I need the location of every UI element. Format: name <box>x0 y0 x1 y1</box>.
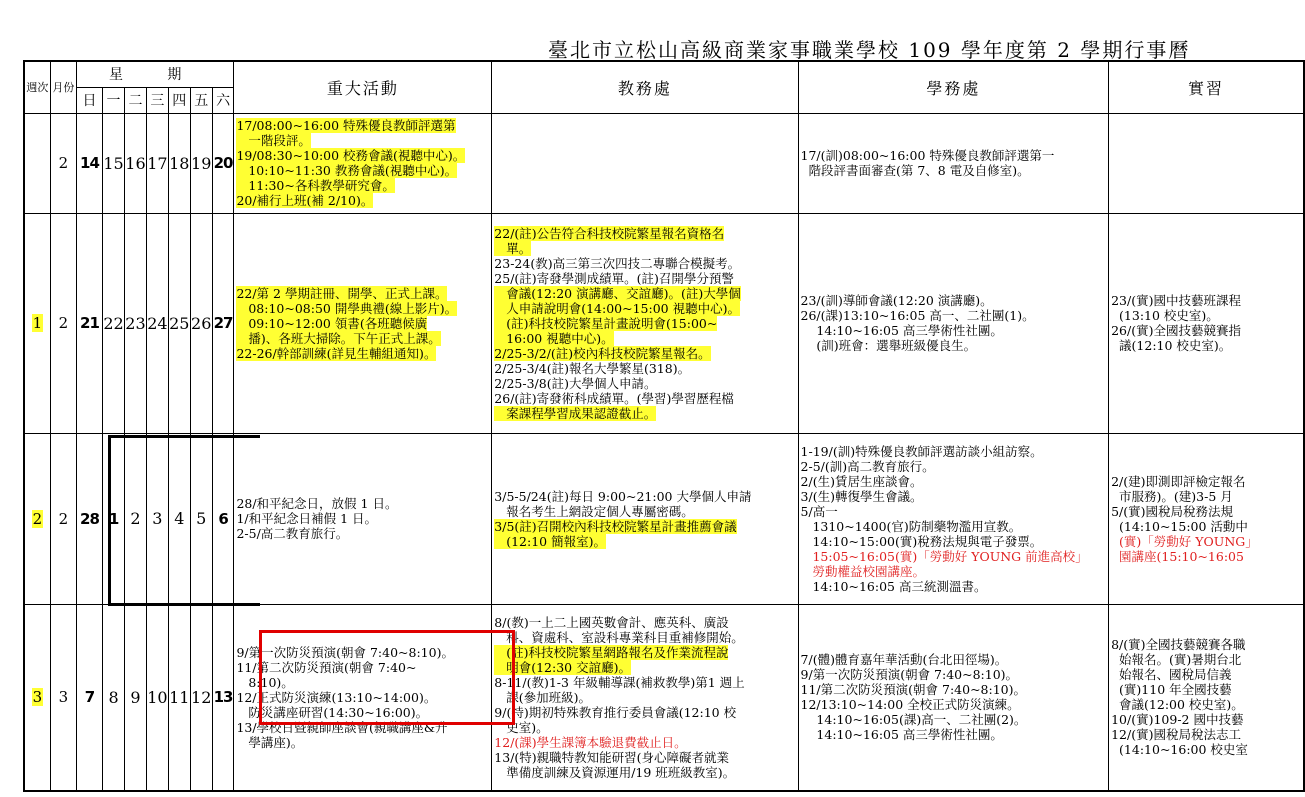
entry-line: 22-26/幹部訓練(詳見生輔組通知)。 <box>236 345 437 361</box>
header-month-label: 月份 <box>52 80 75 94</box>
entry-line: 26/(課)13:10~16:05 高一、二社團(1)。 <box>800 308 1035 323</box>
entry-line: 學講座)。 <box>236 734 304 750</box>
entry-line: 3/(生)轉復學生會議。 <box>800 488 923 504</box>
header-academic: 教務處 <box>492 61 798 113</box>
entry-line: 12/(課)學生課簿本驗退費截止日。 <box>494 734 687 750</box>
date-cell: 13 <box>212 604 234 791</box>
entry-line: 11/第二次防災預演(朝會 7:40~ <box>236 659 417 675</box>
entry-line: 一階段評。 <box>236 133 311 148</box>
entry-line: 17/08:00~16:00 特殊優良教師評選第 <box>236 118 456 133</box>
entry-line: 播)、各班大掃除。下午正式上課。 <box>236 330 441 346</box>
week-number <box>24 213 50 433</box>
entry-line: 25/(註)寄發學測成績單。(註)召開學分預警 <box>494 270 734 286</box>
entry-line: 09:10~12:00 領書(各班聽候廣 <box>236 315 428 331</box>
student-cell <box>798 433 1109 604</box>
date-cell: 27 <box>212 213 234 433</box>
entry-line: 2/(生)賃居生座談會。 <box>800 473 923 489</box>
academic-cell <box>492 113 798 213</box>
entry-line: 始報名、國稅局信義 <box>1111 667 1232 683</box>
entry-line: (12:10 簡報室)。 <box>494 533 606 549</box>
date-cell: 10 <box>146 604 168 791</box>
entry-line: 2-5/(訓)高二教育旅行。 <box>800 458 935 474</box>
academic-cell <box>492 433 798 604</box>
month-number: 2 <box>50 113 76 213</box>
entry-line: 9/(特)期初特殊教育推行委員會議(12:10 校 <box>494 704 737 720</box>
date-cell: 2 <box>125 433 147 604</box>
date-cell: 23 <box>125 213 147 433</box>
date-cell: 19 <box>190 113 212 213</box>
table-row <box>24 604 1304 791</box>
week-number <box>24 604 50 791</box>
entry-line: 2/(建)即測即評檢定報名 <box>1111 473 1246 489</box>
entry-line: 12/13:10~14:00 全校正式防災演練。 <box>800 697 1020 713</box>
date-cell: 22 <box>103 213 125 433</box>
week-number-label: 1 <box>32 314 43 332</box>
academic-cell <box>492 604 798 791</box>
entry-line: 1310~1400(官)防制藥物濫用宣教。 <box>800 518 1022 534</box>
header-student: 學務處 <box>798 61 1109 113</box>
date-cell: 3 <box>146 433 168 604</box>
student-cell <box>798 604 1109 791</box>
entry-line: 議(12:10 校史室)。 <box>1111 338 1232 353</box>
header-month <box>50 61 76 113</box>
date-cell: 16 <box>125 113 147 213</box>
entry-line: 會議(12:00 校史室)。 <box>1111 697 1244 713</box>
entry-line: 8/(實)全國技藝競賽各職 <box>1111 637 1246 653</box>
practice-cell <box>1109 213 1304 433</box>
date-cell: 14 <box>76 113 102 213</box>
entry-line: 9/第一次防災預演(朝會 7:40~8:10)。 <box>800 667 1019 683</box>
date-cell: 5 <box>190 433 212 604</box>
entry-line: 12/(實)國稅局稅法志工 <box>1111 727 1241 743</box>
academic-cell <box>492 213 798 433</box>
entry-line: 23/(實)國中技藝班課程 <box>1111 293 1241 308</box>
entry-line: 階段評書面審查(第 7、8 電及自修室)。 <box>800 163 1030 178</box>
table-row <box>24 433 1304 604</box>
entry-line: (註)科技校院繁星網路報名及作業流程說 <box>494 644 729 660</box>
date-cell: 4 <box>168 433 190 604</box>
header-week <box>24 61 50 113</box>
week-number-label: 3 <box>32 688 43 707</box>
header-weekday-group: 星 期 <box>76 61 234 87</box>
entry-line: (實)110 年全國技藝 <box>1111 682 1232 698</box>
entry-line: 22/(註)公告符合科技校院繁星報名資格名 <box>494 225 725 241</box>
entry-line: 會議(12:20 演講廳、交誼廳)。(註)大學個 <box>494 285 741 301</box>
entry-line: 12/正式防災演練(13:10~14:00)。 <box>236 689 437 705</box>
date-cell: 12 <box>190 604 212 791</box>
entry-line: 14:10~16:05 高三學術性社團。 <box>800 727 1003 743</box>
major-cell <box>234 433 492 604</box>
entry-line: 23/(訓)導師會議(12:20 演講廳)。 <box>800 293 993 308</box>
header-day-2: 二 <box>125 87 147 113</box>
entry-line: 課(參加班級)。 <box>494 689 591 705</box>
entry-line: 報名考生上網設定個人專屬密碼。 <box>494 503 694 519</box>
major-cell <box>234 213 492 433</box>
month-number: 2 <box>50 213 76 433</box>
calendar-table <box>23 60 1305 792</box>
entry-line: (14:10~15:00 活動中 <box>1111 518 1248 534</box>
date-cell: 28 <box>76 433 102 604</box>
entry-line: 8-11/(教)1-3 年級輔導課(補救教學)第1 週上 <box>494 674 745 690</box>
entry-line: 防災講座研習(14:30~16:00)。 <box>236 704 429 720</box>
date-cell: 1 <box>103 433 125 604</box>
header-day-4: 四 <box>168 87 190 113</box>
date-cell: 25 <box>168 213 190 433</box>
entry-line: 14:10~15:00(實)稅務法規與電子發票。 <box>800 533 1043 549</box>
entry-line: 明會(12:30 交誼廳)。 <box>494 659 631 675</box>
entry-line: 11/第二次防災預演(朝會 7:40~8:10)。 <box>800 682 1026 698</box>
entry-line: 11:30~各科教學研究會。 <box>236 178 395 193</box>
highlight-box <box>259 630 515 725</box>
entry-line: 人申請說明會(14:00~15:00 視聽中心)。 <box>494 300 740 316</box>
entry-line: 26/(實)全國技藝競賽指 <box>1111 323 1241 338</box>
month-number: 2 <box>50 433 76 604</box>
major-cell <box>234 113 492 213</box>
header-day-0: 日 <box>76 87 102 113</box>
header-major: 重大活動 <box>234 61 492 113</box>
table-row <box>24 113 1304 213</box>
entry-line: 26/(註)寄發術科成績單。(學習)學習歷程檔 <box>494 390 734 406</box>
entry-line: 3/5(註)召開校內科技校院繁星計畫推薦會議 <box>494 518 737 534</box>
entry-line: 單。 <box>494 240 532 256</box>
date-cell: 11 <box>168 604 190 791</box>
date-cell: 18 <box>168 113 190 213</box>
entry-line: 9/第一次防災預演(朝會 7:40~8:10)。 <box>236 644 454 660</box>
entry-line: 13/學校日暨親師座談會(親職講座&升 <box>236 719 448 735</box>
date-cell: 24 <box>146 213 168 433</box>
entry-line: (14:10~16:00 校史室 <box>1111 742 1248 758</box>
entry-line: 20/補行上班(補 2/10)。 <box>236 193 374 208</box>
header-practice: 實習 <box>1109 61 1304 113</box>
entry-line: 8:10)。 <box>236 674 294 690</box>
table-row <box>24 213 1304 433</box>
header-day-3: 三 <box>146 87 168 113</box>
entry-line: 19/08:30~10:00 校務會議(視聽中心)。 <box>236 148 466 163</box>
page-title: 臺北市立松山高級商業家事職業學校 109 學年度第 2 學期行事曆 <box>548 38 1191 62</box>
entry-line: 8/(教)一上二上國英數會計、應英科、廣設 <box>494 614 729 630</box>
date-cell: 9 <box>125 604 147 791</box>
header-day-5: 五 <box>190 87 212 113</box>
entry-line: 始報名。(實)暑期台北 <box>1111 652 1242 668</box>
entry-line: 2/25-3/2/(註)校內科技校院繁星報名。 <box>494 345 711 361</box>
entry-line: 16:00 視聽中心)。 <box>494 330 614 346</box>
entry-line: 2/25-3/4(註)報名大學繁星(318)。 <box>494 360 691 376</box>
entry-line: (訓)班會：選舉班級優良生。 <box>800 338 977 353</box>
entry-line: 2-5/高二教育旅行。 <box>236 526 349 541</box>
entry-line: 史室)。 <box>494 719 549 735</box>
entry-line: 2/25-3/8(註)大學個人申請。 <box>494 375 657 391</box>
entry-line: 7/(體)體育嘉年華活動(台北田徑場)。 <box>800 652 1008 668</box>
date-cell: 6 <box>212 433 234 604</box>
date-cell: 8 <box>103 604 125 791</box>
entry-line: 勞動權益校園講座。 <box>800 563 925 579</box>
entry-line: 14:10~16:05 高三學術性社團。 <box>800 323 1003 338</box>
entry-line: 28/和平紀念日，放假 1 日。 <box>236 496 398 511</box>
student-cell <box>798 113 1109 213</box>
practice-cell <box>1109 604 1304 791</box>
entry-line: 17/(訓)08:00~16:00 特殊優良教師評選第一 <box>800 148 1055 163</box>
student-cell <box>798 213 1109 433</box>
entry-line: 園講座(15:10~16:05 <box>1111 548 1244 564</box>
entry-line: 1/和平紀念日補假 1 日。 <box>236 511 378 526</box>
entry-line: 5/(實)國稅局稅務法規 <box>1111 503 1234 519</box>
week-number-label: 2 <box>32 509 43 528</box>
entry-line: 14:10~16:05 高三統測溫書。 <box>800 578 987 594</box>
entry-line: 3/5-5/24(註)每日 9:00~21:00 大學個人申請 <box>494 488 752 504</box>
entry-line: 08:10~08:50 開學典禮(線上影片)。 <box>236 300 458 316</box>
entry-line: 科、資處科、室設科專業科目重補修開始。 <box>494 629 744 645</box>
entry-line: 14:10~16:05(課)高一、二社團(2)。 <box>800 712 1027 728</box>
practice-cell <box>1109 433 1304 604</box>
entry-line: 13/(特)親職特教知能研習(身心障礙者就業 <box>494 749 730 765</box>
entry-line: 10/(實)109-2 國中技藝 <box>1111 712 1244 728</box>
date-cell: 17 <box>146 113 168 213</box>
entry-line: 5/高一 <box>800 503 838 519</box>
entry-line: 市服務)。(建)3-5 月 <box>1111 488 1233 504</box>
week-number <box>24 433 50 604</box>
header-day-6: 六 <box>212 87 234 113</box>
practice-cell <box>1109 113 1304 213</box>
entry-line: 22/第 2 學期註冊、開學、正式上課。 <box>236 285 448 301</box>
date-cell: 20 <box>212 113 234 213</box>
date-cell: 15 <box>103 113 125 213</box>
entry-line: 1-19/(訓)特殊優良教師評選訪談小組訪察。 <box>800 443 1043 459</box>
entry-line: (註)科技校院繁星計畫說明會(15:00~ <box>494 315 718 331</box>
date-cell: 21 <box>76 213 102 433</box>
entry-line: 10:10~11:30 教務會議(視聽中心)。 <box>236 163 458 178</box>
header-day-1: 一 <box>103 87 125 113</box>
date-cell: 7 <box>76 604 102 791</box>
date-cell: 26 <box>190 213 212 433</box>
entry-line: 案課程學習成果認證截止。 <box>494 405 657 421</box>
entry-line: (實)「勞動好 YOUNG」 <box>1111 533 1258 549</box>
entry-line: 23-24(教)高三第三次四技二專聯合模擬考。 <box>494 255 741 271</box>
week-number <box>24 113 50 213</box>
entry-line: (13:10 校史室)。 <box>1111 308 1219 323</box>
header-week-label: 週次 <box>26 80 49 94</box>
month-number: 3 <box>50 604 76 791</box>
entry-line: 15:05~16:05(實)「勞動好 YOUNG 前進高校」 <box>800 548 1088 564</box>
entry-line: 準備度訓練及資源運用/19 班班級教室)。 <box>494 764 736 780</box>
